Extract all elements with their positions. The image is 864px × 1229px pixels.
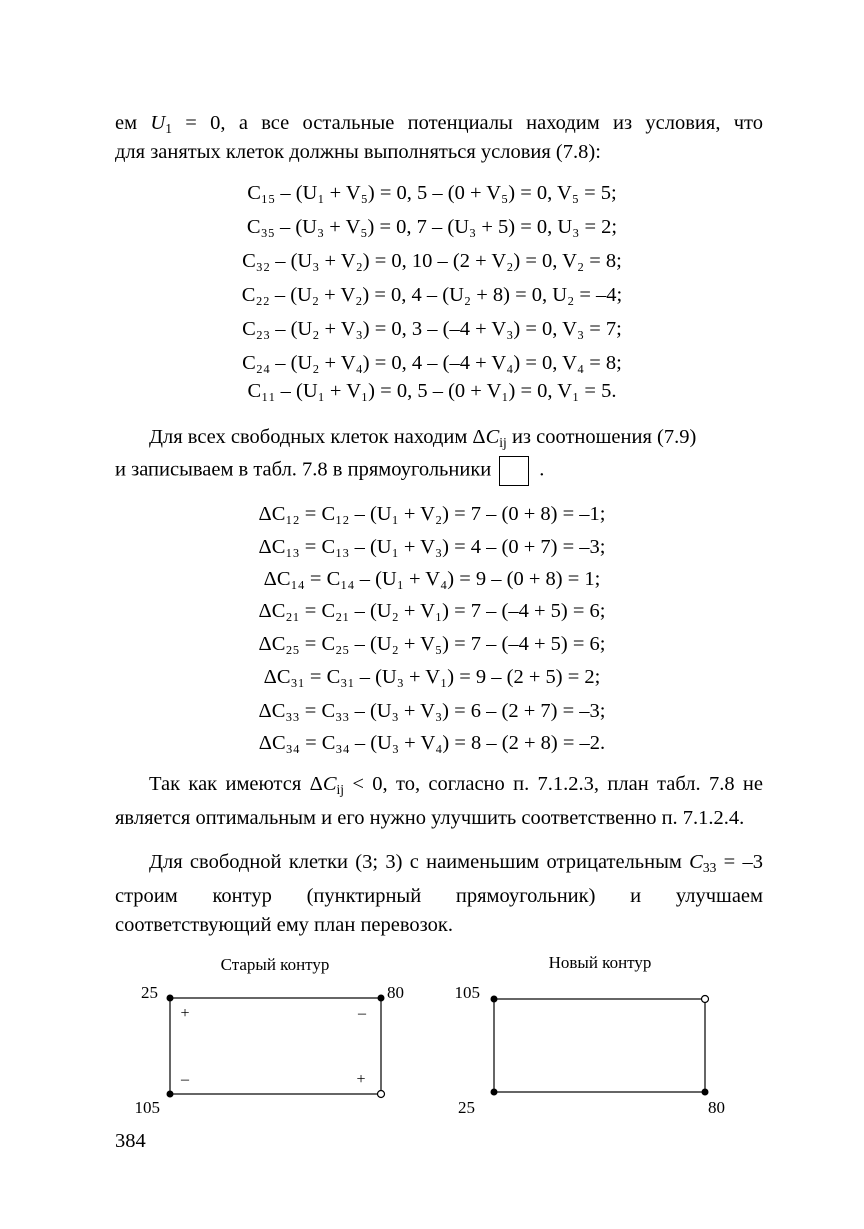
old-sign-top-left: + [180, 1005, 190, 1022]
vertex-empty [702, 996, 709, 1003]
equation-line: ΔC₃₃ = C₃₃ – (U₃ + V₃) = 6 – (2 + 7) = –3; [258, 700, 606, 722]
para2-line-1: Для всех свободных клеток находим $\Delta C_{ij}$ из соотношения (7.9) [149, 426, 697, 450]
equation-line: C₂₂ – (U₂ + V₂) = 0, 4 – (U₂ + 8) = 0, U₂ = –4; [241, 284, 623, 306]
para2-line-2: и записываем в табл. 7.8 в прямоугольники . [115, 456, 544, 486]
equation-line: C₂₄ – (U₂ + V₄) = 0, 4 – (–4 + V₄) = 0, V₄ = 8; [242, 352, 622, 374]
equation-line: ΔC₁₄ = C₁₄ – (U₁ + V₄) = 9 – (0 + 8) = 1; [263, 568, 601, 590]
equation-line: C₃₅ – (U₃ + V₅) = 0, 7 – (U₃ + 5) = 0, U₃ = 2; [246, 216, 618, 238]
vertex-empty [378, 1091, 385, 1098]
old-sign-bottom-left: – [181, 1071, 189, 1088]
vertex-filled [491, 1089, 498, 1096]
old-top-right-value: 80 [387, 983, 404, 1002]
vertex-filled [167, 995, 174, 1002]
equation-line: C₁₅ – (U₁ + V₅) = 0, 5 – (0 + V₅) = 0, V₅ = 5; [247, 182, 617, 204]
vertex-filled [167, 1091, 174, 1098]
equation-line: ΔC₁₃ = C₁₃ – (U₁ + V₃) = 4 – (0 + 7) = –3; [258, 536, 606, 558]
para3: Так как имеются $\Delta C_{ij} < 0$, то, согласно п. 7.1.2.3, план табл. 7.8 не является оптимальным и его нужно улучшить соответственно п. 7.1.2.4. [115, 773, 763, 829]
old-contour-title: Старый контур [220, 955, 330, 974]
page-number: 384 [115, 1130, 146, 1152]
equation-line: ΔC₃₄ = C₃₄ – (U₃ + V₄) = 8 – (2 + 8) = –2. [258, 732, 606, 754]
old-bottom-left-value: 105 [134, 1098, 160, 1117]
old-sign-top-right: – [358, 1005, 366, 1022]
new-contour-diagram [455, 953, 726, 1117]
vertex-filled [378, 995, 385, 1002]
new-bottom-left-value: 25 [458, 1098, 475, 1117]
equation-line: ΔC₁₂ = C₁₂ – (U₁ + V₂) = 7 – (0 + 8) = –1; [258, 503, 606, 525]
new-contour-title: Новый контур [548, 953, 652, 972]
equation-line: C₁₁ – (U₁ + V₁) = 0, 5 – (0 + V₁) = 0, V₁ = 5. [247, 380, 617, 402]
intro-line-1: ем $U_1 = 0$, а все остальные потенциалы находим из условия, что [115, 112, 764, 136]
intro-line-2: для занятых клеток должны выполняться условия (7.8): [115, 141, 601, 163]
para4: Для свободной клетки (3; 3) с наименьшим отрицательным $C_{33} = -3$ строим контур (пунктирный прямоугольник) и улучшаем соответствующий ему план перевозок. [115, 851, 763, 936]
new-top-left-value: 105 [454, 983, 480, 1002]
vertex-filled [702, 1089, 709, 1096]
old-top-left-value: 25 [141, 983, 158, 1002]
old-sign-bottom-right: + [356, 1071, 366, 1088]
var-u: U [150, 112, 166, 134]
new-contour-rectangle [494, 999, 705, 1092]
equation-line: ΔC₂₅ = C₂₅ – (U₂ + V₅) = 7 – (–4 + 5) = 6; [258, 633, 606, 655]
new-bottom-right-value: 80 [708, 1098, 725, 1117]
equation-line: ΔC₃₁ = C₃₁ – (U₃ + V₁) = 9 – (2 + 5) = 2; [263, 666, 601, 688]
equation-line: ΔC₂₁ = C₂₁ – (U₂ + V₁) = 7 – (–4 + 5) = 6; [258, 600, 606, 622]
old-contour-diagram [135, 955, 405, 1117]
equation-line: C₂₃ – (U₂ + V₃) = 0, 3 – (–4 + V₃) = 0, V₃ = 7; [242, 318, 622, 340]
old-contour-rectangle [170, 998, 381, 1094]
equation-line: C₃₂ – (U₃ + V₂) = 0, 10 – (2 + V₂) = 0, V₂ = 8; [242, 250, 622, 272]
vertex-filled [491, 996, 498, 1003]
